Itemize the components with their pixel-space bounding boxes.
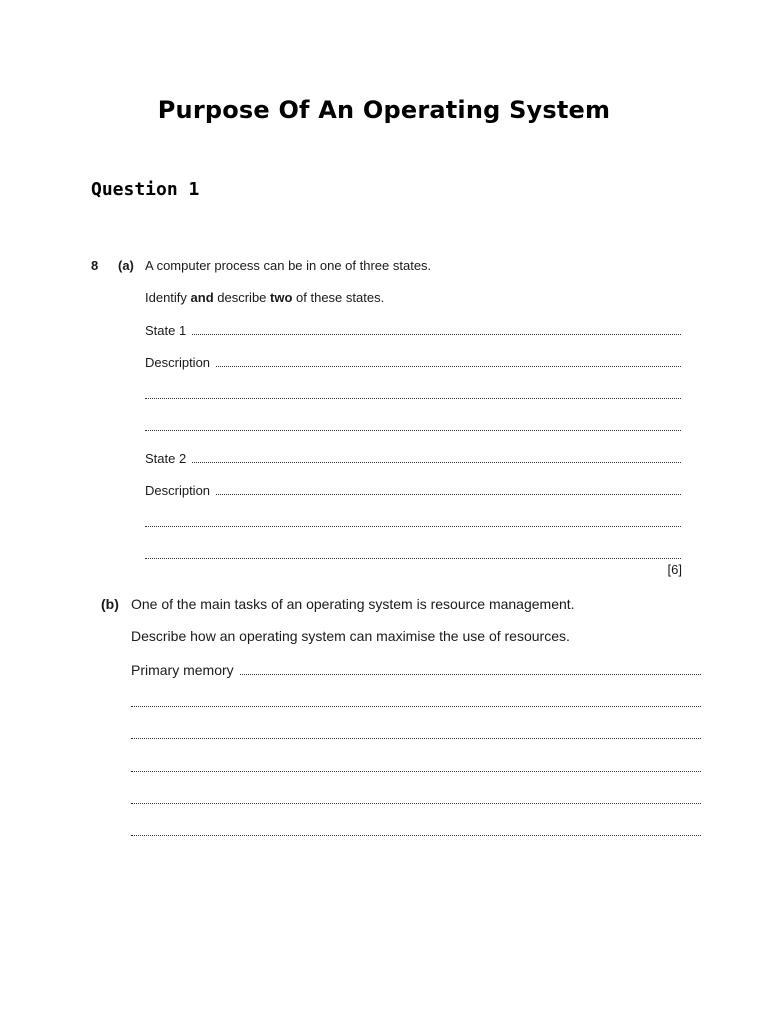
part-b-instruction: Describe how an operating system can maximise the use of resources. — [131, 628, 570, 644]
part-b-label: (b) — [101, 596, 119, 612]
dotted-line — [131, 738, 701, 739]
part-a-intro: A computer process can be in one of three states. — [145, 258, 432, 273]
state-2-description-line[interactable] — [145, 480, 681, 498]
primary-memory-answer-line-5[interactable] — [131, 789, 701, 807]
primary-memory-answer-line-3[interactable] — [131, 724, 701, 742]
state-1-answer-line[interactable] — [145, 320, 681, 338]
primary-memory-answer-line-6[interactable] — [131, 821, 701, 839]
dotted-line — [145, 430, 681, 431]
part-a-instruction: Identify and describe two of these states. — [145, 290, 385, 305]
state-1-label: State 1 — [145, 323, 187, 338]
state-2-description-line-3[interactable] — [145, 544, 681, 562]
dotted-line — [192, 462, 681, 463]
primary-memory-answer-line-4[interactable] — [131, 757, 701, 775]
dotted-line — [192, 334, 681, 335]
state-2-answer-line[interactable] — [145, 448, 681, 466]
state-1-description-line-3[interactable] — [145, 416, 681, 434]
dotted-line — [131, 706, 701, 707]
dotted-line — [240, 674, 701, 675]
dotted-line — [216, 366, 681, 367]
dotted-line — [131, 771, 701, 772]
dotted-line — [145, 398, 681, 399]
dotted-line — [131, 835, 701, 836]
primary-memory-answer-line-2[interactable] — [131, 692, 701, 710]
state-2-label: State 2 — [145, 451, 187, 466]
question-number: 8 — [91, 258, 99, 273]
page-title: Purpose Of An Operating System — [157, 96, 611, 124]
description-label: Description — [145, 355, 211, 370]
dotted-line — [131, 803, 701, 804]
state-1-description-line-2[interactable] — [145, 384, 681, 402]
state-2-description-line-2[interactable] — [145, 512, 681, 530]
question-heading: Question 1 — [91, 179, 200, 200]
marks-label: [6] — [667, 562, 682, 577]
primary-memory-label: Primary memory — [131, 662, 234, 678]
dotted-line — [145, 558, 681, 559]
part-a-label: (a) — [118, 258, 134, 273]
dotted-line — [145, 526, 681, 527]
state-1-description-line[interactable] — [145, 352, 681, 370]
primary-memory-answer-line[interactable] — [131, 660, 701, 678]
description-label: Description — [145, 483, 211, 498]
part-b-intro: One of the main tasks of an operating system is resource management. — [131, 596, 575, 612]
dotted-line — [216, 494, 681, 495]
